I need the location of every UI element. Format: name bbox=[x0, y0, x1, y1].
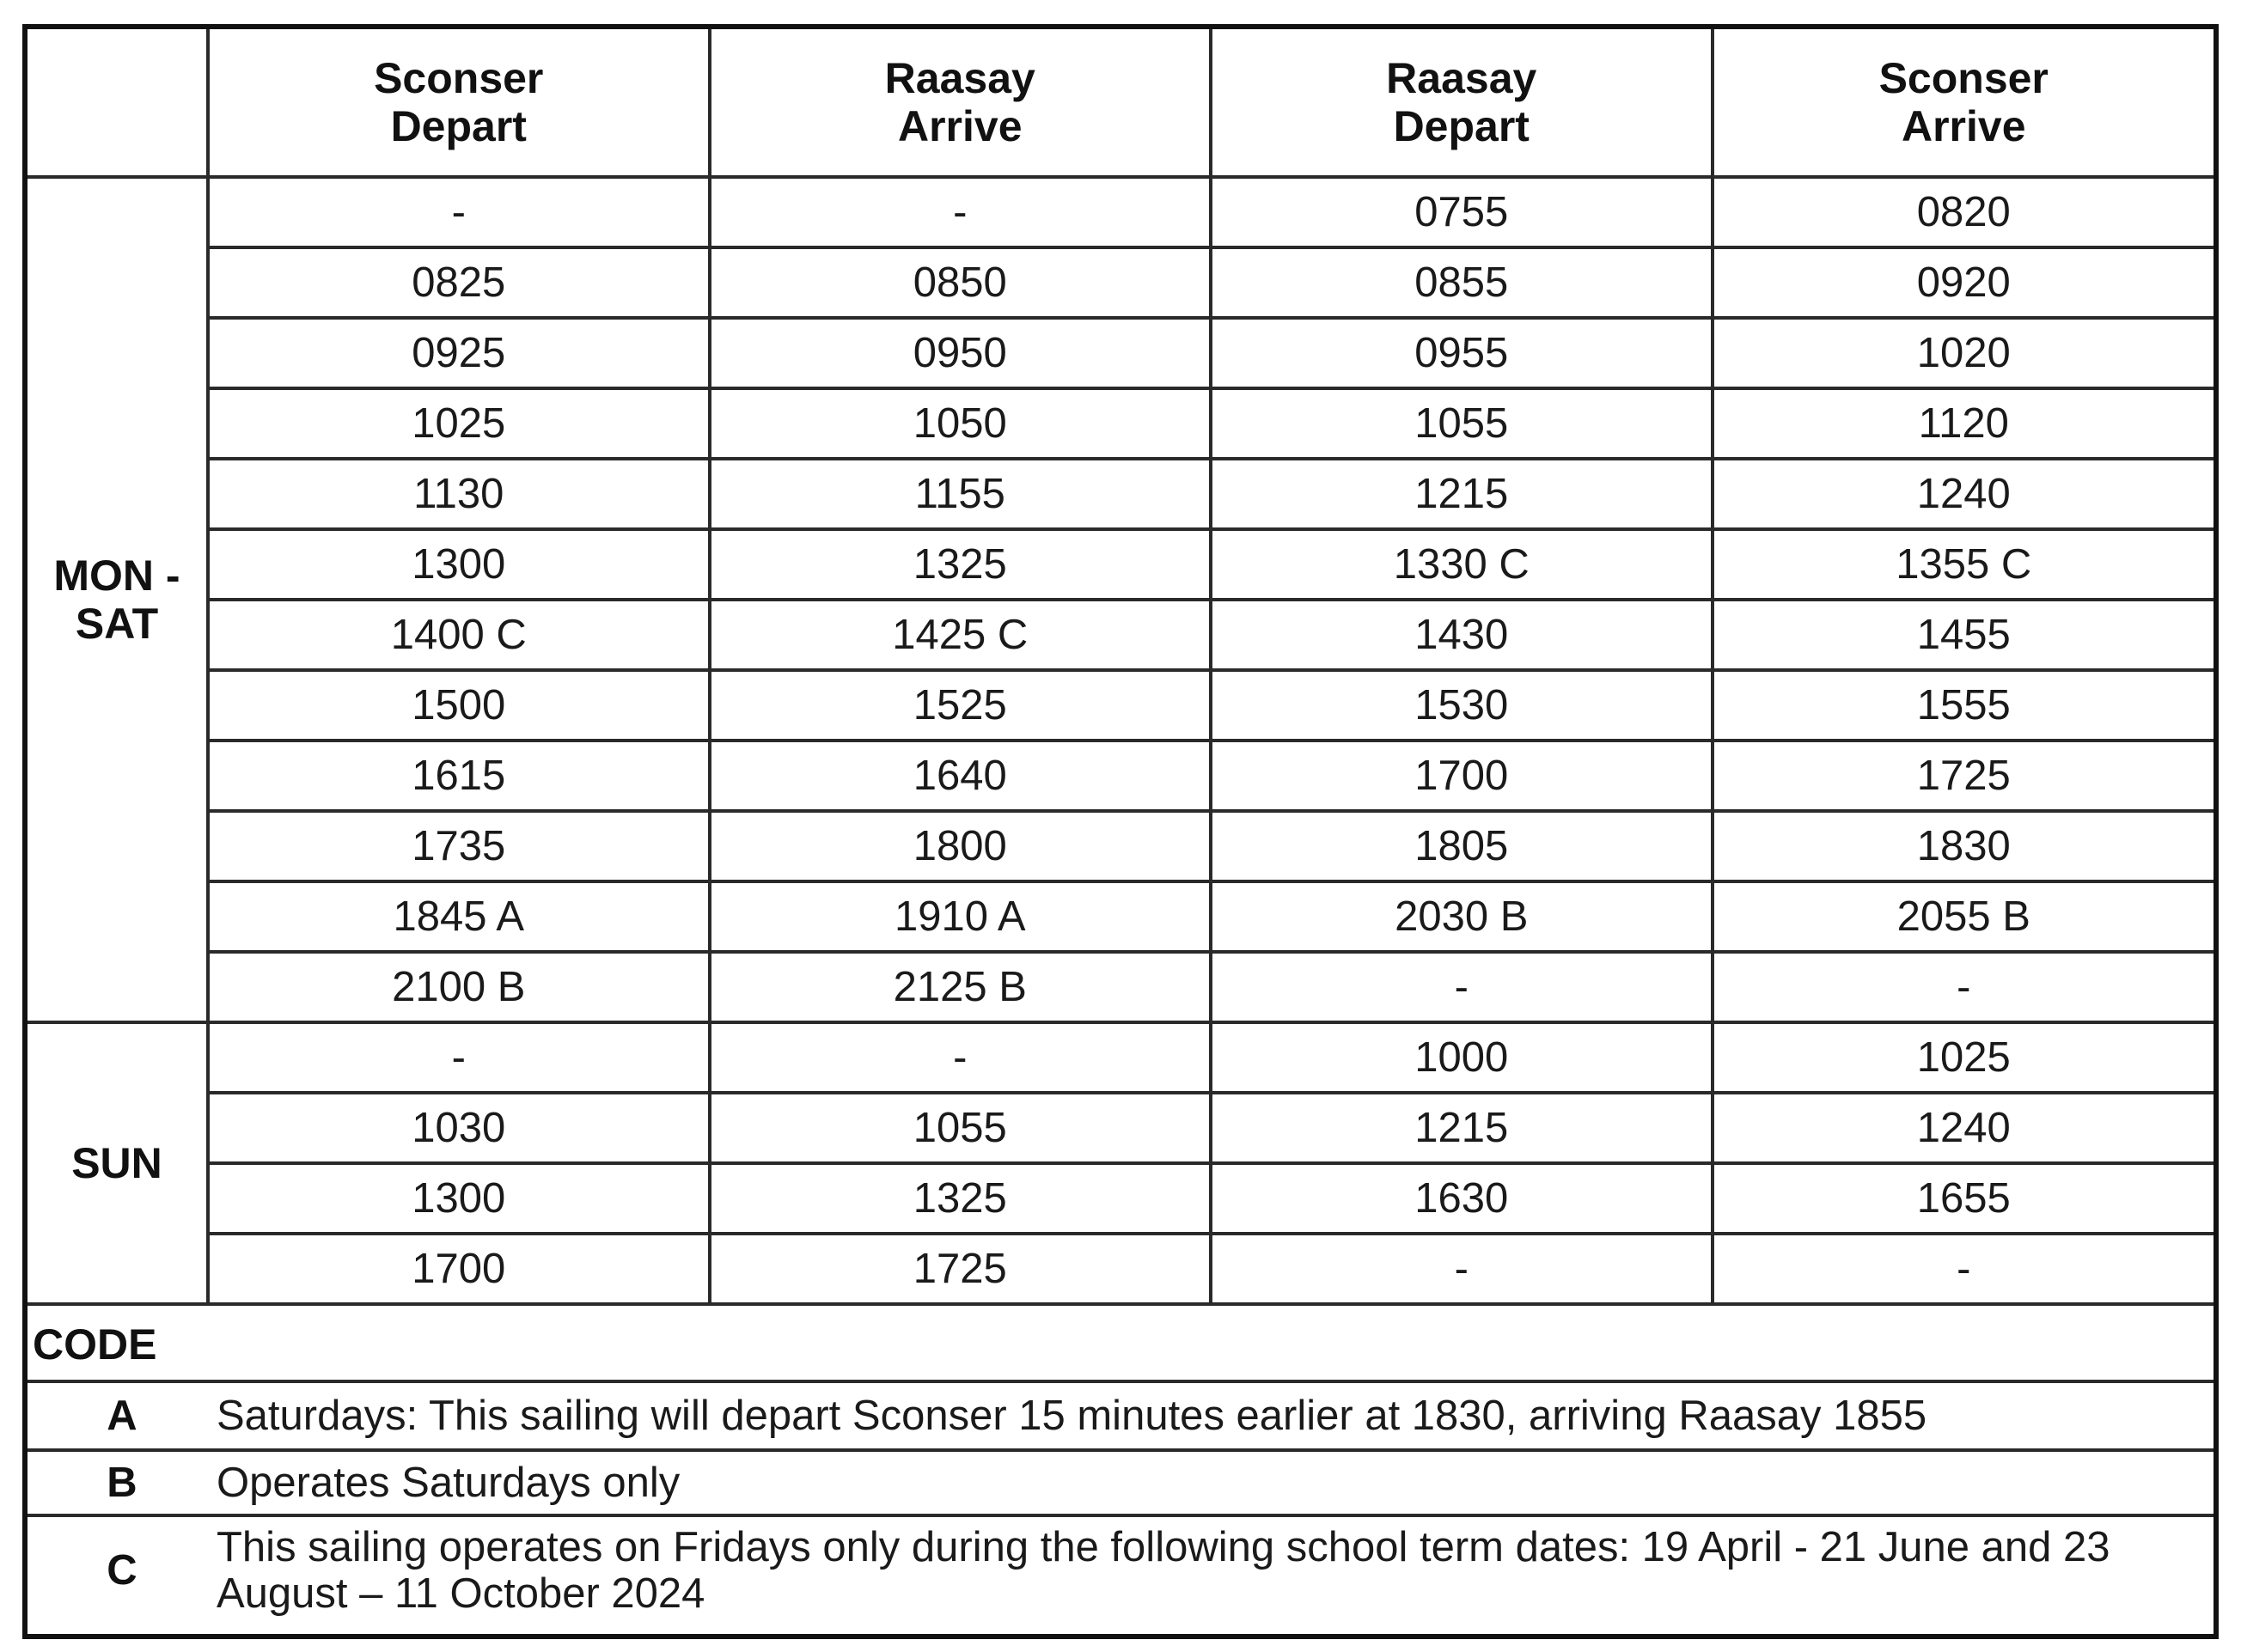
table-row bbox=[27, 1163, 2214, 1234]
time-cell: 1700 bbox=[208, 1234, 710, 1304]
time-cell: 1330 C bbox=[1211, 529, 1713, 600]
timetable-document bbox=[22, 24, 2219, 1639]
time-cell: 2030 B bbox=[1211, 881, 1713, 952]
time-cell: 1700 bbox=[1211, 741, 1713, 811]
code-letter: C bbox=[107, 1547, 137, 1594]
time-cell: 1630 bbox=[1211, 1163, 1713, 1234]
time-cell: - bbox=[710, 177, 1212, 247]
time-cell: 1240 bbox=[1713, 459, 2214, 529]
time-cell: 1240 bbox=[1713, 1093, 2214, 1163]
time-cell: 1555 bbox=[1713, 670, 2214, 741]
code-letter: A bbox=[107, 1393, 137, 1439]
time-cell: 1530 bbox=[1211, 670, 1713, 741]
table-row bbox=[27, 600, 2214, 670]
time-cell: 1735 bbox=[208, 811, 710, 881]
code-letter: B bbox=[107, 1460, 137, 1506]
time-cell: 1215 bbox=[1211, 1093, 1713, 1163]
time-cell: 1300 bbox=[208, 529, 710, 600]
time-cell: 1910 A bbox=[710, 881, 1212, 952]
time-cell: 1300 bbox=[208, 1163, 710, 1234]
time-cell: 1325 bbox=[710, 1163, 1212, 1234]
time-cell: 0825 bbox=[208, 247, 710, 318]
code-row-a bbox=[27, 1383, 2214, 1450]
time-cell: 0920 bbox=[1713, 247, 2214, 318]
time-cell: 1525 bbox=[710, 670, 1212, 741]
time-cell: - bbox=[1713, 1234, 2214, 1304]
code-description: Operates Saturdays only bbox=[217, 1460, 681, 1506]
time-cell: - bbox=[208, 177, 710, 247]
time-cell: 2055 B bbox=[1713, 881, 2214, 952]
time-cell: 1050 bbox=[710, 388, 1212, 459]
time-cell: - bbox=[710, 1022, 1212, 1093]
time-cell: 2125 B bbox=[710, 952, 1212, 1022]
table-row bbox=[27, 459, 2214, 529]
time-cell: 1020 bbox=[1713, 318, 2214, 388]
code-row-c bbox=[27, 1515, 2214, 1624]
table-row bbox=[27, 741, 2214, 811]
time-cell: 0850 bbox=[710, 247, 1212, 318]
time-cell: 0925 bbox=[208, 318, 710, 388]
code-title: CODE bbox=[27, 1306, 2214, 1383]
table-row bbox=[27, 177, 2214, 247]
header-sconser-arrive: Sconser Arrive bbox=[1713, 29, 2214, 177]
time-cell: 0855 bbox=[1211, 247, 1713, 318]
day-label-mon-sat: MON - SAT bbox=[27, 177, 208, 1022]
header-sconser-depart: Sconser Depart bbox=[208, 29, 710, 177]
time-cell: 1455 bbox=[1713, 600, 2214, 670]
time-cell: 1120 bbox=[1713, 388, 2214, 459]
time-cell: 1325 bbox=[710, 529, 1212, 600]
time-cell: 1355 C bbox=[1713, 529, 2214, 600]
time-cell: 1215 bbox=[1211, 459, 1713, 529]
table-row bbox=[27, 318, 2214, 388]
table-row bbox=[27, 529, 2214, 600]
header-raasay-depart: Raasay Depart bbox=[1211, 29, 1713, 177]
time-cell: 1025 bbox=[1713, 1022, 2214, 1093]
time-cell: 1430 bbox=[1211, 600, 1713, 670]
header-raasay-arrive: Raasay Arrive bbox=[710, 29, 1212, 177]
time-cell: 1805 bbox=[1211, 811, 1713, 881]
time-cell: 2100 B bbox=[208, 952, 710, 1022]
code-legend bbox=[27, 1383, 2214, 1624]
code-row-b bbox=[27, 1450, 2214, 1515]
time-cell: 0950 bbox=[710, 318, 1212, 388]
corner-cell bbox=[27, 29, 208, 177]
time-cell: 1640 bbox=[710, 741, 1212, 811]
time-cell: 1055 bbox=[710, 1093, 1212, 1163]
day-label-sun: SUN bbox=[27, 1022, 208, 1304]
table-row bbox=[27, 1234, 2214, 1304]
time-cell: 1030 bbox=[208, 1093, 710, 1163]
code-description: Saturdays: This sailing will depart Sconser 15 minutes earlier at 1830, arriving Raasay 1855 bbox=[217, 1393, 1927, 1439]
time-cell: 1845 A bbox=[208, 881, 710, 952]
time-cell: 1425 C bbox=[710, 600, 1212, 670]
table-row bbox=[27, 1093, 2214, 1163]
timetable-body bbox=[27, 177, 2214, 1304]
time-cell: - bbox=[1211, 1234, 1713, 1304]
time-cell: 1615 bbox=[208, 741, 710, 811]
time-cell: 1725 bbox=[1713, 741, 2214, 811]
table-row bbox=[27, 952, 2214, 1022]
time-cell: 1500 bbox=[208, 670, 710, 741]
time-cell: 0820 bbox=[1713, 177, 2214, 247]
time-cell: 1830 bbox=[1713, 811, 2214, 881]
time-cell: 1155 bbox=[710, 459, 1212, 529]
ferry-timetable bbox=[27, 29, 2214, 1306]
table-row bbox=[27, 811, 2214, 881]
time-cell: 1130 bbox=[208, 459, 710, 529]
time-cell: 0955 bbox=[1211, 318, 1713, 388]
time-cell: 1055 bbox=[1211, 388, 1713, 459]
table-row bbox=[27, 247, 2214, 318]
time-cell: 0755 bbox=[1211, 177, 1713, 247]
table-row bbox=[27, 1022, 2214, 1093]
table-row bbox=[27, 388, 2214, 459]
code-description: This sailing operates on Fridays only during the following school term dates: 19 April - 21 June and 23 August – 11 October 2024 bbox=[217, 1524, 2110, 1617]
time-cell: 1400 C bbox=[208, 600, 710, 670]
time-cell: 1800 bbox=[710, 811, 1212, 881]
table-row bbox=[27, 881, 2214, 952]
table-row bbox=[27, 670, 2214, 741]
time-cell: 1000 bbox=[1211, 1022, 1713, 1093]
header-row bbox=[27, 29, 2214, 177]
time-cell: - bbox=[1211, 952, 1713, 1022]
time-cell: 1725 bbox=[710, 1234, 1212, 1304]
time-cell: - bbox=[1713, 952, 2214, 1022]
time-cell: 1655 bbox=[1713, 1163, 2214, 1234]
time-cell: - bbox=[208, 1022, 710, 1093]
time-cell: 1025 bbox=[208, 388, 710, 459]
